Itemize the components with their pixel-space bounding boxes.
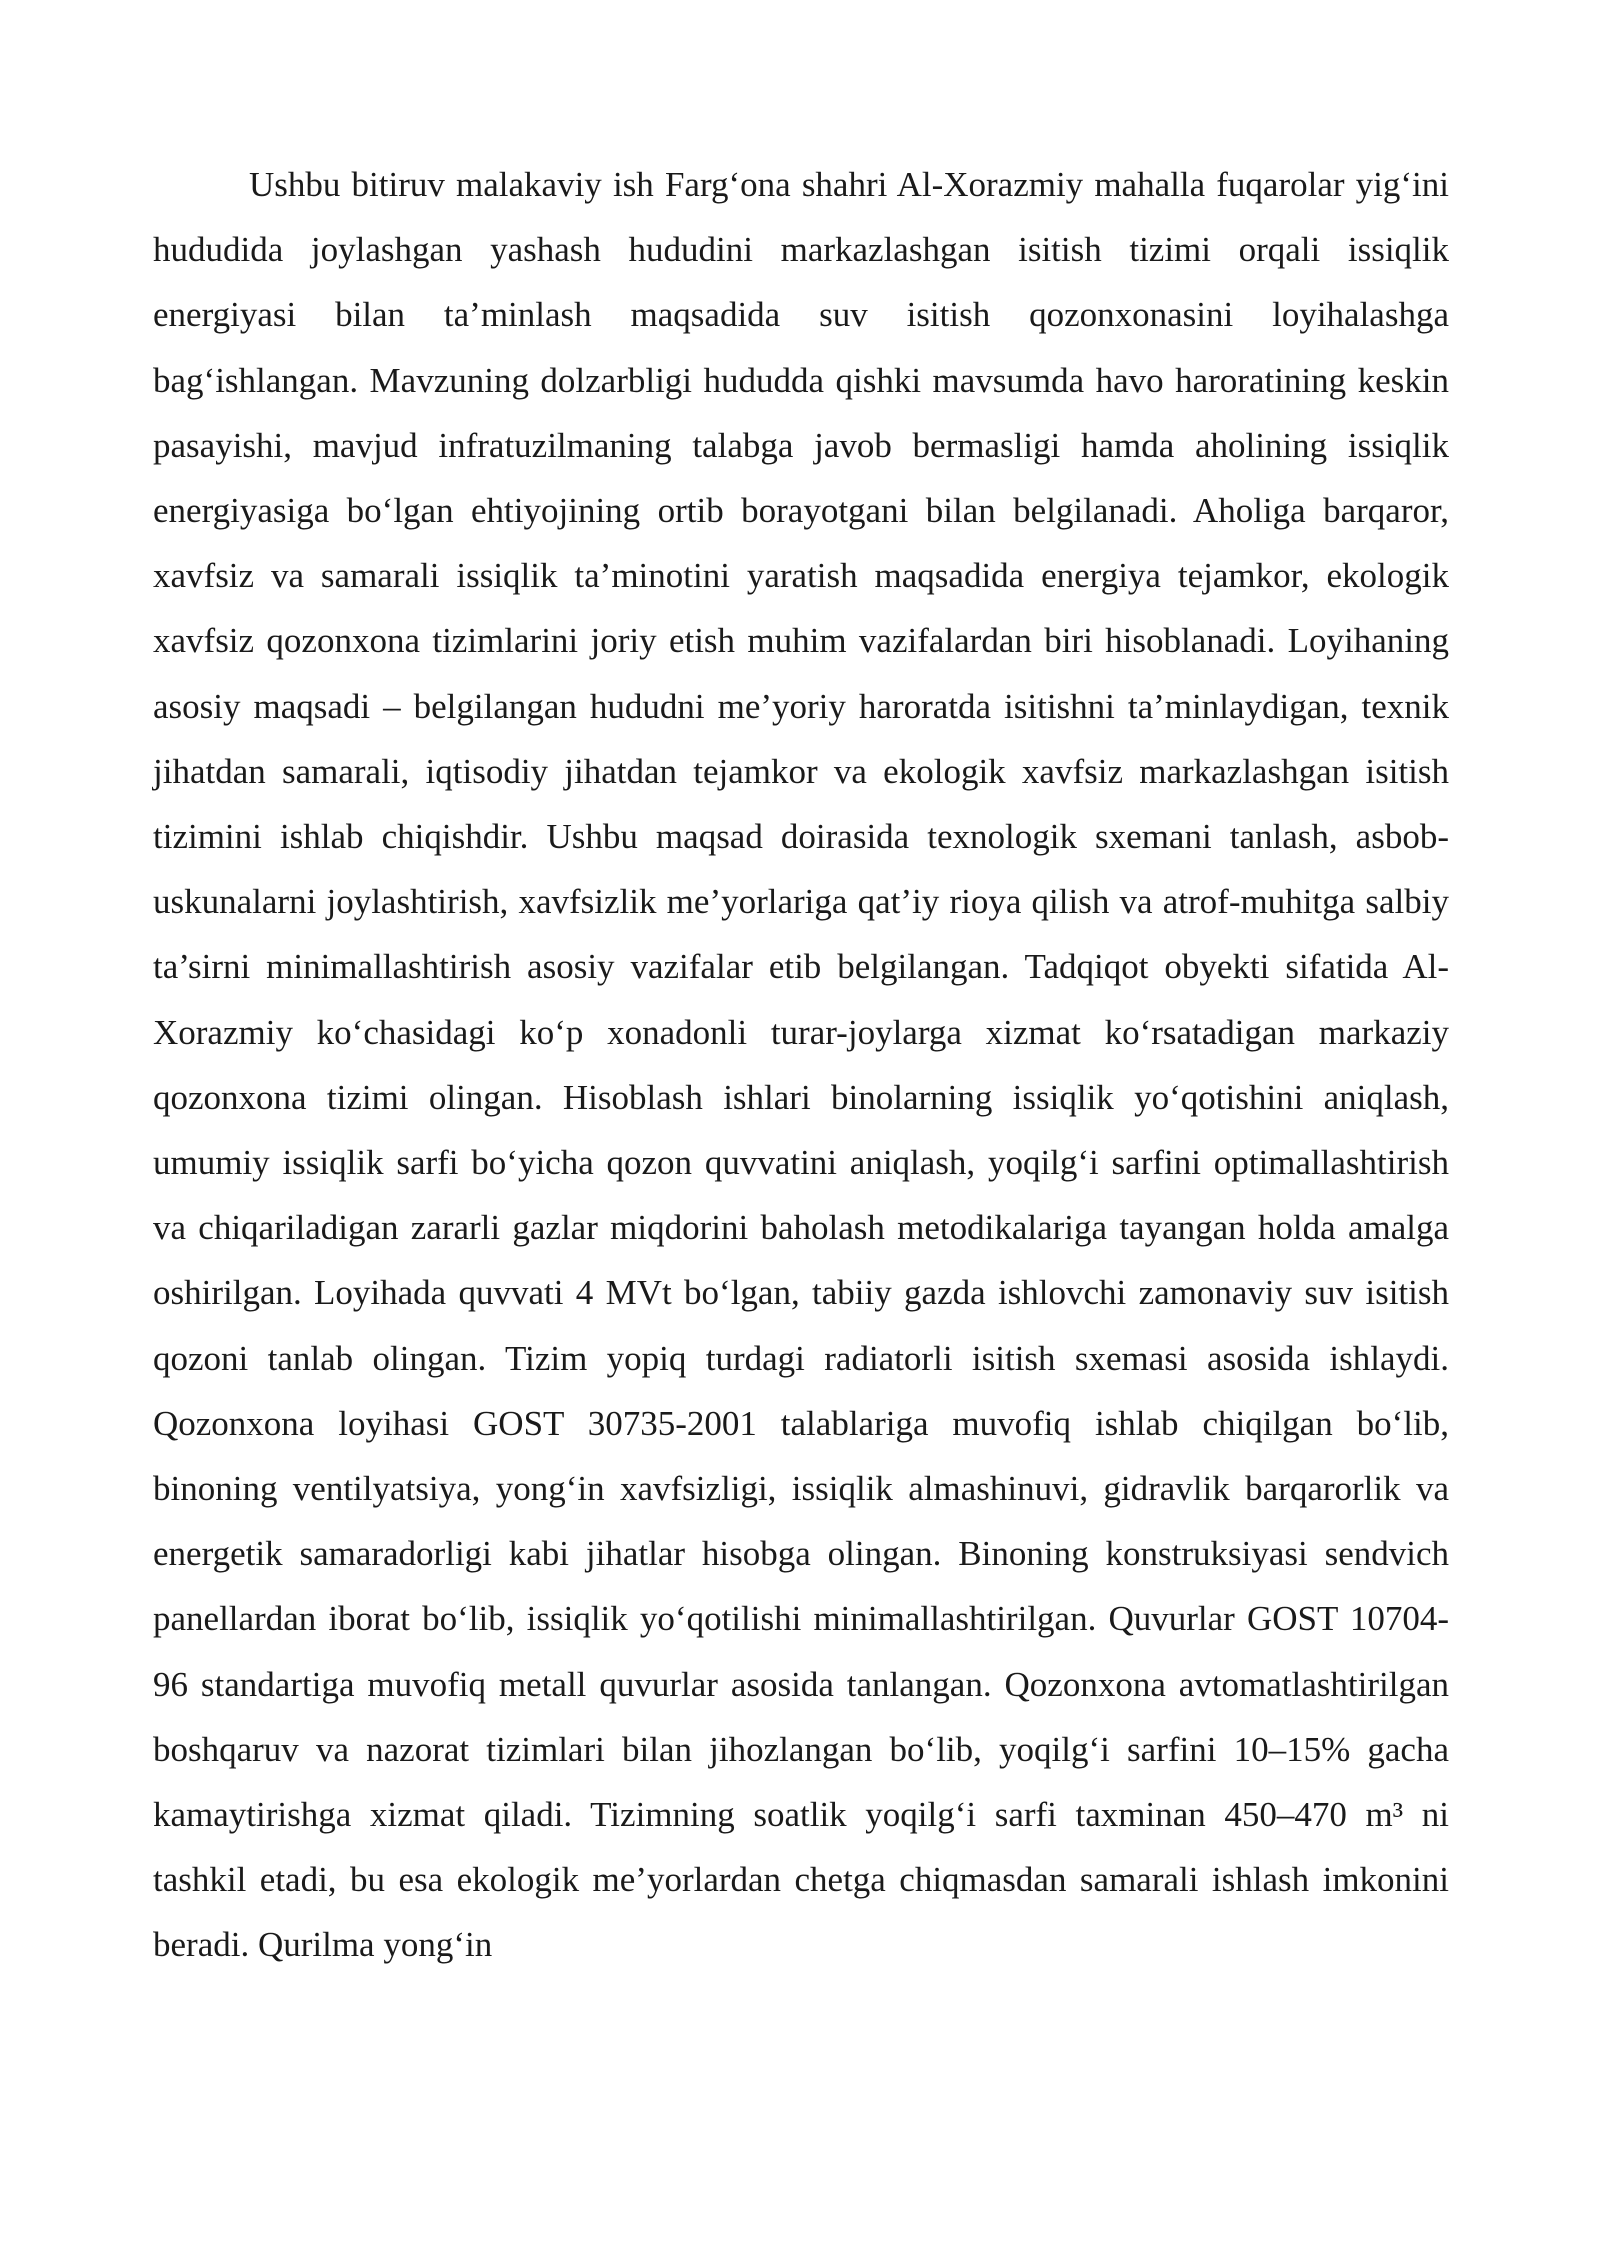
text-block <box>153 152 1449 1978</box>
body-paragraph: Ushbu bitiruv malakaviy ish Farg‘ona shahri Al-Xorazmiy mahalla fuqarolar yig‘ini hududida joylashgan yashash hududini markazlashgan isitish tizimi orqali issiqlik energiyasi bilan ta’minlash maqsadida suv isitish qozonxonasini loyihalashga bag‘ishlangan. Mavzuning dolzarbligi hududda qishki mavsumda havo haroratining keskin pasayishi, mavjud infratuzilmaning talabga javob bermasligi hamda aholining issiqlik energiyasiga bo‘lgan ehtiyojining ortib borayotgani bilan belgilanadi. Aholiga barqaror, xavfsiz va samarali issiqlik ta’minotini yaratish maqsadida energiya tejamkor, ekologik xavfsiz qozonxona tizimlarini joriy etish muhim vazifalardan biri hisoblanadi. Loyihaning asosiy maqsadi – belgilangan hududni me’yoriy haroratda isitishni ta’minlaydigan, texnik jihatdan samarali, iqtisodiy jihatdan tejamkor va ekologik xavfsiz markazlashgan isitish tizimini ishlab chiqishdir. Ushbu maqsad doirasida texnologik sxemani tanlash, asbob-uskunalarni joylashtirish, xavfsizlik me’yorlariga qat’iy rioya qilish va atrof-muhitga salbiy ta’sirni minimallashtirish asosiy vazifalar etib belgilangan. Tadqiqot obyekti sifatida Al-Xorazmiy ko‘chasidagi ko‘p xonadonli turar-joylarga xizmat ko‘rsatadigan markaziy qozonxona tizimi olingan. Hisoblash ishlari binolarning issiqlik yo‘qotishini aniqlash, umumiy issiqlik sarfi bo‘yicha qozon quvvatini aniqlash, yoqilg‘i sarfini optimallashtirish va chiqariladigan zararli gazlar miqdorini baholash metodikalariga tayangan holda amalga oshirilgan. Loyihada quvvati 4 MVt bo‘lgan, tabiiy gazda ishlovchi zamonaviy suv isitish qozoni tanlab olingan. Tizim yopiq turdagi radiatorli isitish sxemasi asosida ishlaydi. Qozonxona loyihasi GOST 30735-2001 talablariga muvofiq ishlab chiqilgan bo‘lib, binoning ventilyatsiya, yong‘in xavfsizligi, issiqlik almashinuvi, gidravlik barqarorlik va energetik samaradorligi kabi jihatlar hisobga olingan. Binoning konstruksiyasi sendvich panellardan iborat bo‘lib, issiqlik yo‘qotilishi minimallashtirilgan. Quvurlar GOST 10704-96 standartiga muvofiq metall quvurlar asosida tanlangan. Qozonxona avtomatlashtirilgan boshqaruv va nazorat tizimlari bilan jihozlangan bo‘lib, yoqilg‘i sarfini 10–15% gacha kamaytirishga xizmat qiladi. Tizimning soatlik yoqilg‘i sarfi taxminan 450–470 m³ ni tashkil etadi, bu esa ekologik me’yorlardan chetga chiqmasdan samarali ishlash imkonini beradi. Qurilma yong‘in <box>153 165 1449 1965</box>
